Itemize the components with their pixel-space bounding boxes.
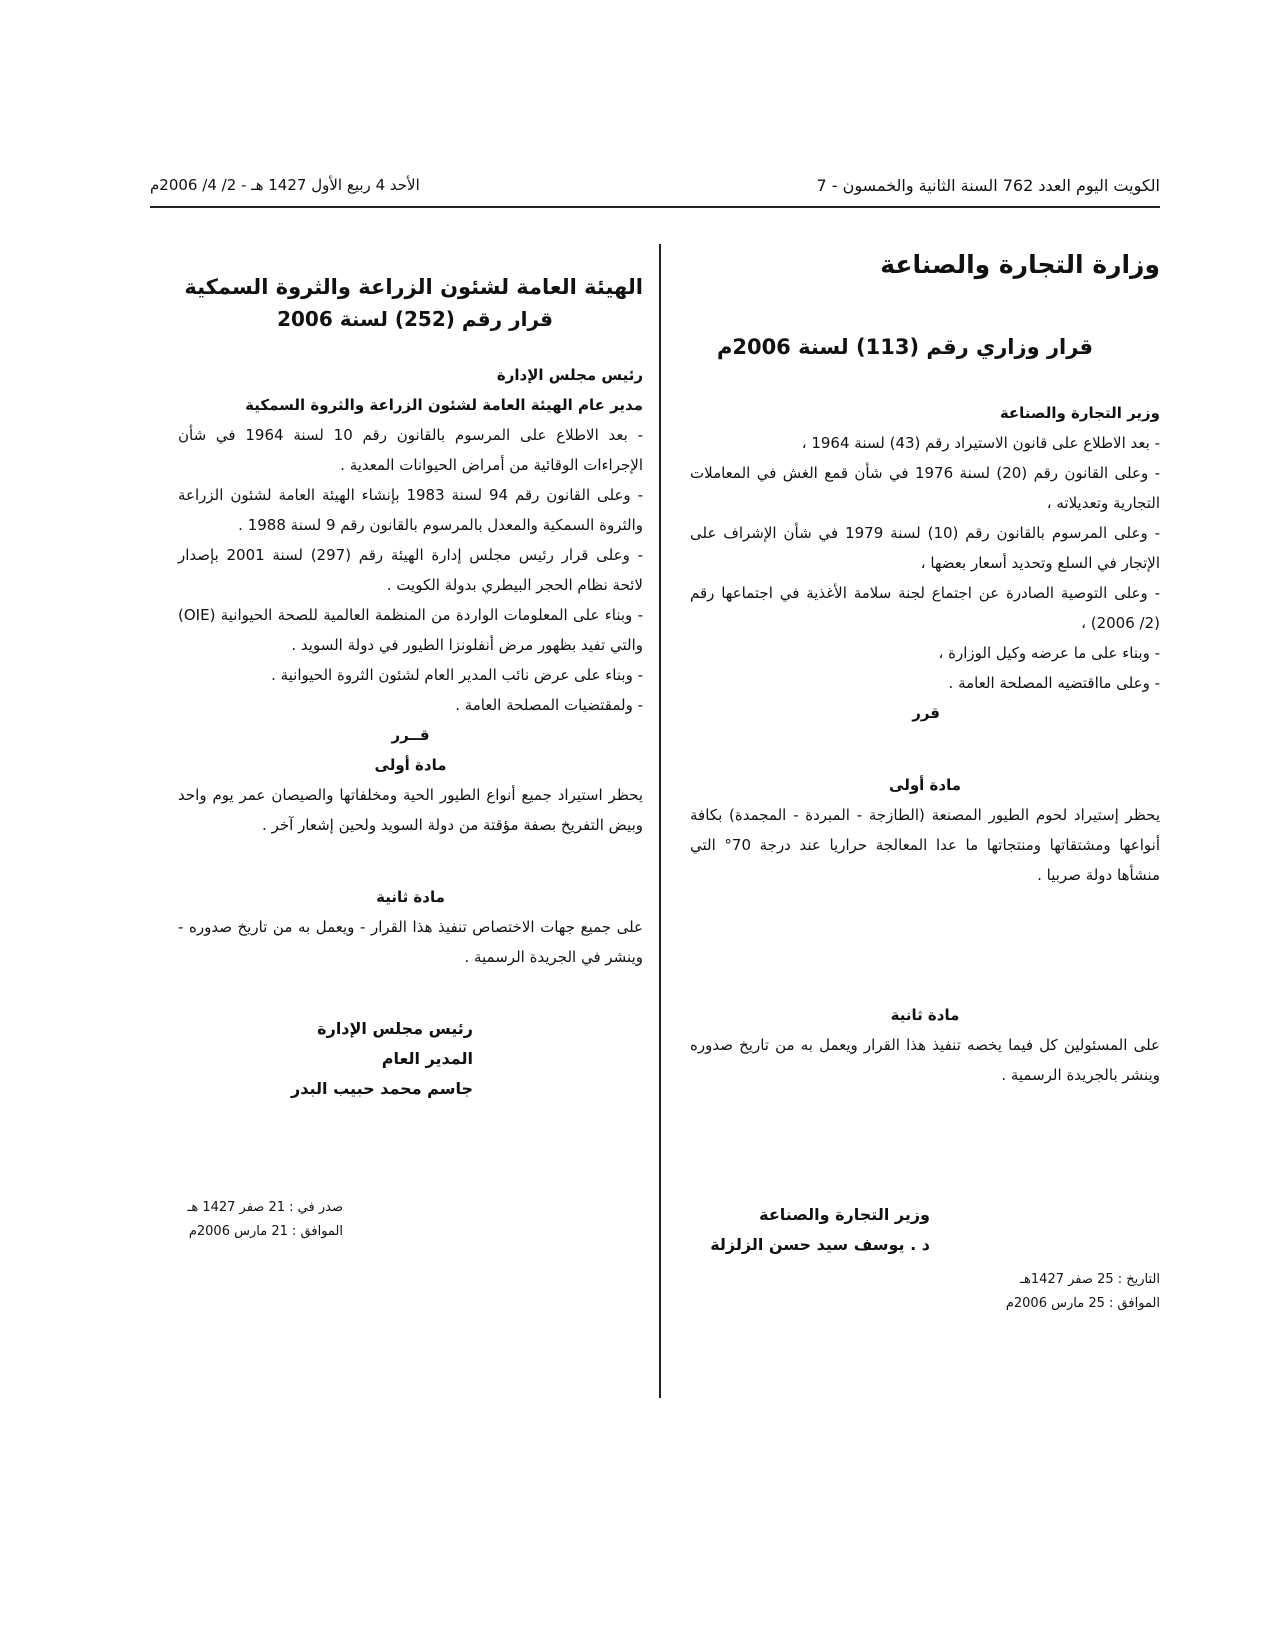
issued-hijri: صدر في : 21 صفر 1427 هـ [187, 1200, 343, 1215]
decided-label: قرر [912, 704, 940, 722]
preamble-item: - وبناء على المعلومات الواردة من المنظمة العالمية للصحة الحيوانية (OIE) والتي تفيد بظهور مرض أنفلونزا الطيور في دولة السويد . [178, 606, 643, 654]
date-gregorian: الموافق : 25 مارس 2006م [1005, 1296, 1160, 1311]
article-2-title: مادة ثانية [890, 1006, 960, 1024]
gazette-issue-info: الكويت اليوم العدد 762 السنة الثانية والخمسون - 7 [816, 176, 1160, 195]
page-header [150, 172, 1160, 208]
signature-block [178, 1014, 643, 1104]
signature-block [690, 1200, 1160, 1260]
signature-title: وزير التجارة والصناعة [759, 1205, 930, 1224]
issued-gregorian: الموافق : 21 مارس 2006م [188, 1224, 343, 1239]
authority-decision-column [178, 270, 643, 1244]
preamble-item: - وعلى المرسوم بالقانون رقم (10) لسنة 1979 في شأن الإشراف على الإتجار في السلع وتحديد أسعار بعضها ، [690, 524, 1160, 572]
decision-title: قرار رقم (252) لسنة 2006 [277, 307, 553, 331]
article-1-text: يحظر استيراد جميع أنواع الطيور الحية ومخلفاتها والصيصان عمر يوم واحد وبيض التفريخ بصفة مؤقتة من دولة السويد ولحين إشعار آخر . [178, 786, 643, 834]
date-hijri: التاريخ : 25 صفر 1427هـ [1020, 1272, 1160, 1287]
article-1-title: مادة أولى [889, 776, 961, 794]
article-2-text: على المسئولين كل فيما يخصه تنفيذ هذا القرار ويعمل به من تاريخ صدوره وينشر بالجريدة الرسمية . [690, 1036, 1160, 1084]
preamble-item: - وعلى التوصية الصادرة عن اجتماع لجنة سلامة الأغذية في اجتماعها رقم (2/ 2006) ، [690, 584, 1160, 632]
issuer: وزير التجارة والصناعة [999, 404, 1160, 422]
preamble-item: - وعلى القانون رقم 94 لسنة 1983 بإنشاء الهيئة العامة لشئون الزراعة والثروة السمكية والمعدل بالمرسوم بالقانون رقم 9 لسنة 1988 . [178, 486, 643, 534]
signature-line-1: رئيس مجلس الإدارة [317, 1019, 473, 1038]
issuer-line-1: رئيس مجلس الإدارة [496, 366, 643, 384]
preamble-item: - بعد الاطلاع على قانون الاستيراد رقم (43) لسنة 1964 ، [801, 434, 1160, 452]
preamble-item: - وعلى قرار رئيس مجلس إدارة الهيئة رقم (297) لسنة 2001 بإصدار لائحة نظام الحجر البيطري بدولة الكويت . [178, 546, 643, 594]
preamble-item: - وعلى القانون رقم (20) لسنة 1976 في شأن قمع الغش في المعاملات التجارية وتعديلاته ، [690, 464, 1160, 512]
preamble-item: - بعد الاطلاع على المرسوم بالقانون رقم 10 لسنة 1964 في شأن الإجراءات الوقائية من أمراض الحيوانات المعدية . [178, 426, 643, 474]
signature-name: جاسم محمد حبيب البدر [291, 1079, 473, 1098]
preamble-item: - وبناء على عرض نائب المدير العام لشئون الثروة الحيوانية . [271, 666, 643, 684]
ministry-decision-column [690, 250, 1160, 1316]
authority-title: الهيئة العامة لشئون الزراعة والثروة السمكية [184, 275, 643, 299]
preamble-item: - وبناء على ما عرضه وكيل الوزارة ، [938, 644, 1160, 662]
column-divider [659, 244, 661, 1398]
decided-label: قــرر [391, 726, 430, 744]
gazette-date: الأحد 4 ربيع الأول 1427 هـ - 2/ 4/ 2006م [150, 176, 420, 194]
preamble-item: - ولمقتضيات المصلحة العامة . [455, 696, 643, 714]
article-1-title: مادة أولى [374, 756, 447, 774]
article-2-title: مادة ثانية [376, 888, 445, 906]
ministry-title: وزارة التجارة والصناعة [880, 250, 1160, 279]
preamble-item: - وعلى مااقتضيه المصلحة العامة . [948, 674, 1160, 692]
date-block [690, 1268, 1160, 1316]
signature-name: د . يوسف سيد حسن الزلزلة [710, 1235, 930, 1254]
issued-date-block [178, 1196, 643, 1244]
article-2-text: على جميع جهات الاختصاص تنفيذ هذا القرار - ويعمل به من تاريخ صدوره - وينشر في الجريدة الرسمية . [178, 918, 643, 966]
article-1-text: يحظر إستيراد لحوم الطيور المصنعة (الطازجة - المبردة - المجمدة) بكافة أنواعها ومشتقاتها ومنتجاتها ما عدا المعالجة حراريا عند درجة 70° التي منشأها دولة صربيا . [690, 806, 1160, 884]
signature-line-2: المدير العام [381, 1049, 473, 1068]
decision-title: قرار وزاري رقم (113) لسنة 2006م [716, 335, 1094, 359]
issuer-line-2: مدير عام الهيئة العامة لشئون الزراعة والثروة السمكية [245, 396, 643, 414]
